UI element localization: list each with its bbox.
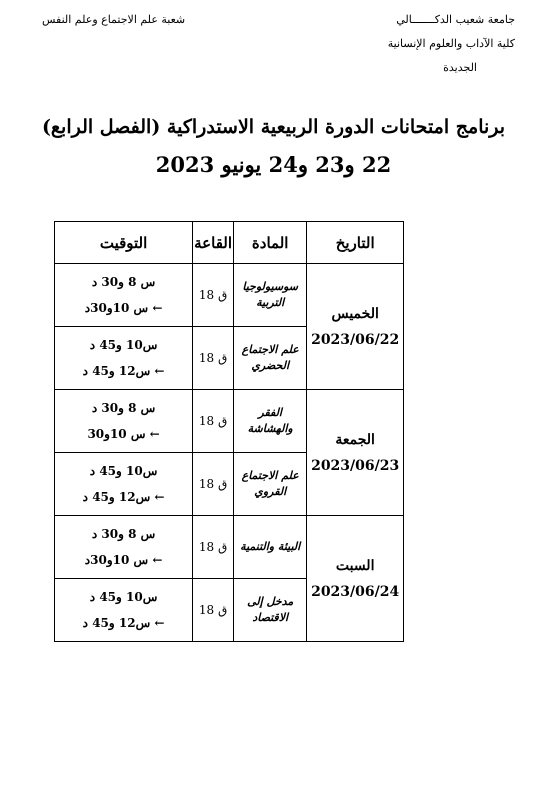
table-row <box>55 516 404 579</box>
subject-cell: البيئة والتنمية <box>234 516 307 579</box>
subject-cell: الفقر والهشاشة <box>234 390 307 453</box>
table-row <box>55 264 404 327</box>
room-cell: ق 18 <box>193 579 234 642</box>
exam-dates-title: 22 و23 و24 يونيو 2023 <box>155 152 392 177</box>
subject-cell: علم الاجتماع القروي <box>234 453 307 516</box>
time-end: ← س12 و45 د <box>82 616 165 630</box>
day-date: 2023/06/22 <box>311 331 400 348</box>
time-cell <box>55 327 193 390</box>
university-name: جامعة شعيب الدكـــــــالي <box>396 13 515 26</box>
day-cell <box>307 390 404 516</box>
time-end: ← س 10و30د <box>84 553 163 567</box>
table-row <box>55 390 404 453</box>
time-end: ← س12 و45 د <box>82 364 165 378</box>
time-end: ← س12 و45 د <box>82 490 165 504</box>
time-start: س 8 و30 د <box>91 527 156 541</box>
day-name: الجمعة <box>335 431 375 448</box>
city-name: الجديدة <box>443 61 477 74</box>
room-cell: ق 18 <box>193 516 234 579</box>
faculty-name: كلية الآداب والعلوم الإنسانية <box>387 37 515 50</box>
subject-cell: علم الاجتماع الحضري <box>234 327 307 390</box>
time-start: س10 و45 د <box>89 464 158 478</box>
subject-cell: مدخل إلى الاقتصاد <box>234 579 307 642</box>
time-cell <box>55 579 193 642</box>
time-end: ← س 10و30د <box>84 301 163 315</box>
table-header-row <box>55 222 404 264</box>
exam-program-title: برنامج امتحانات الدورة الربيعية الاستدراكية (الفصل الرابع) <box>41 116 506 138</box>
header-subject: المادة <box>234 222 307 264</box>
day-date: 2023/06/24 <box>311 583 400 600</box>
time-start: س10 و45 د <box>89 590 158 604</box>
day-name: السبت <box>335 557 375 574</box>
header-date: التاريخ <box>307 222 404 264</box>
time-start: س 8 و30 د <box>91 275 156 289</box>
room-cell: ق 18 <box>193 453 234 516</box>
day-cell <box>307 516 404 642</box>
room-cell: ق 18 <box>193 390 234 453</box>
room-cell: ق 18 <box>193 327 234 390</box>
institution-header <box>388 12 515 84</box>
room-cell: ق 18 <box>193 264 234 327</box>
time-start: س10 و45 د <box>89 338 158 352</box>
day-cell <box>307 264 404 390</box>
day-date: 2023/06/23 <box>311 457 400 474</box>
header-time: التوقيت <box>55 222 193 264</box>
time-start: س 8 و30 د <box>91 401 156 415</box>
subject-cell: سوسيولوجيا التربية <box>234 264 307 327</box>
department-name: شعبة علم الاجتماع وعلم النفس <box>42 13 186 26</box>
time-cell <box>55 516 193 579</box>
time-cell <box>55 453 193 516</box>
day-name: الخميس <box>331 305 379 322</box>
exam-schedule-table <box>54 221 404 642</box>
header-room: القاعة <box>193 222 234 264</box>
time-end: ← س 10و30 <box>87 427 160 441</box>
time-cell <box>55 264 193 327</box>
time-cell <box>55 390 193 453</box>
